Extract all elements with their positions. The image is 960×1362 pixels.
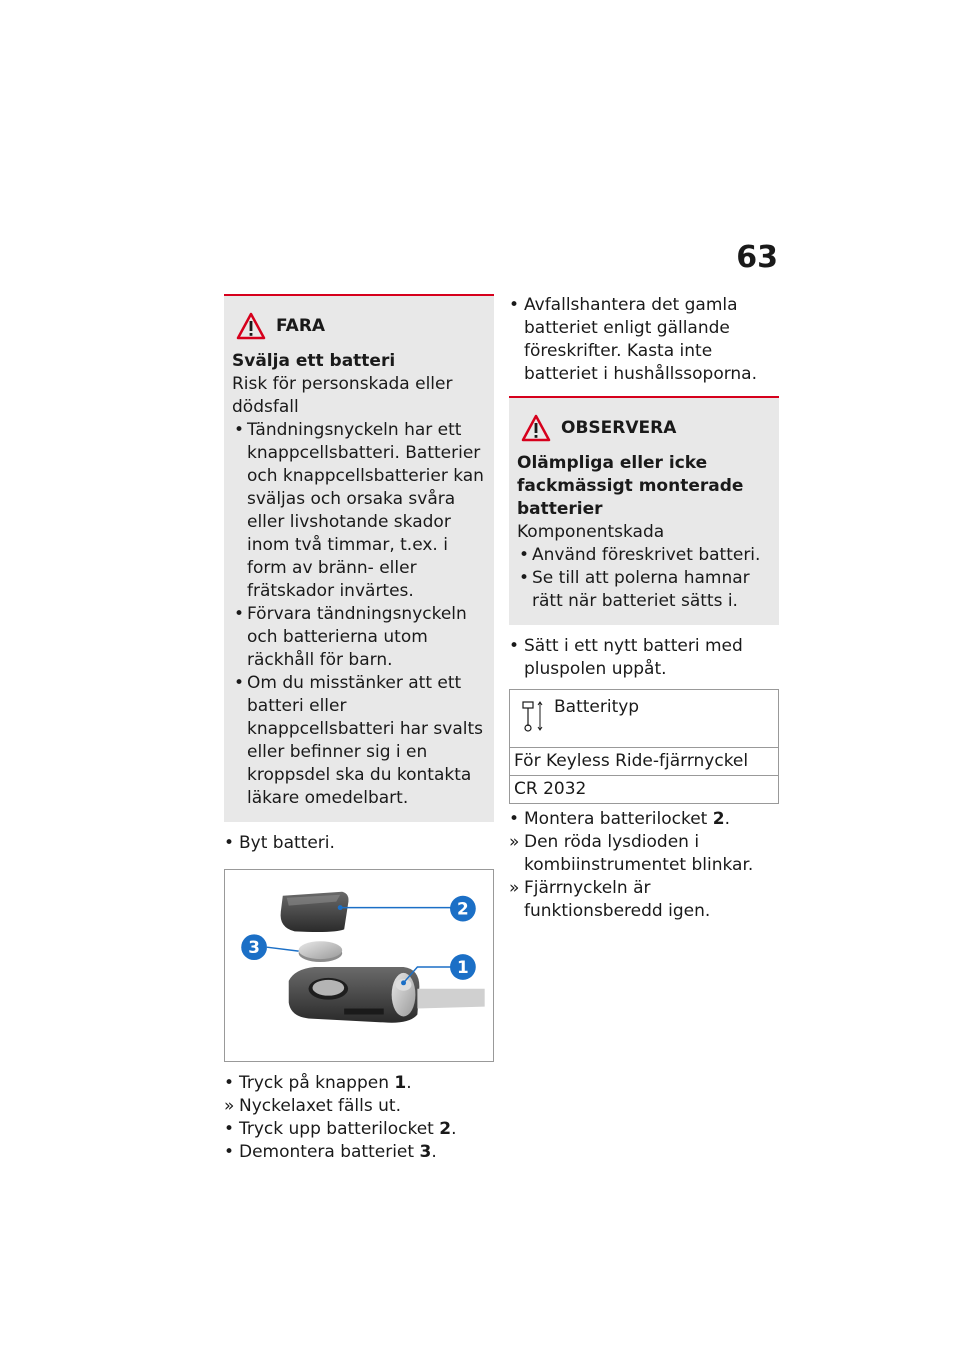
step-replace-battery	[224, 832, 494, 855]
notice-subtitle: Olämpliga eller icke fackmässigt monterade batterier	[517, 453, 744, 519]
table-cell: För Keyless Ride-fjärrnyckel	[510, 748, 779, 776]
step-text: Demontera batteriet	[239, 1142, 420, 1162]
battery-spec-icon	[520, 698, 546, 734]
step-ref-number: 3	[419, 1142, 432, 1162]
step-marker: •	[509, 295, 520, 315]
notice-box	[509, 396, 779, 625]
step-marker: •	[224, 833, 235, 853]
step-marker: »	[509, 832, 520, 852]
svg-text:1: 1	[457, 956, 469, 977]
notice-consequence: Komponentskada	[517, 522, 665, 542]
step-text: Montera batterilocket	[524, 809, 713, 829]
step-item	[224, 1141, 494, 1164]
step-ref-number: 1	[394, 1073, 407, 1093]
step-text: Avfallshantera det gamla batteriet enligt gällande föreskrifter. Kasta inte batteriet i hushållssoporna.	[524, 295, 758, 384]
step-text: Byt batteri.	[239, 833, 335, 853]
warning-triangle-icon	[236, 312, 266, 340]
notice-title: OBSERVERA	[561, 417, 677, 438]
notice-list	[517, 544, 771, 613]
list-item: • Se till att polerna hamnar rätt när batteriet sätts i.	[517, 567, 771, 613]
step-marker: •	[509, 636, 520, 656]
warning-triangle-icon	[521, 414, 551, 442]
list-item: • Om du misstänker att ett batteri eller knappcellsbatteri har svalts eller befinner sig i en kroppsdel ska du kontakta läkare omedelbart.	[232, 672, 486, 810]
table-row	[510, 748, 779, 776]
battery-type-table	[509, 689, 779, 804]
svg-text:3: 3	[248, 937, 260, 958]
key-illustration	[225, 870, 493, 1061]
step-ref-number: 2	[439, 1119, 452, 1139]
table-header-cell	[510, 690, 779, 748]
callout-1	[450, 954, 476, 980]
danger-consequence: Risk för personskada eller dödsfall	[232, 374, 453, 417]
danger-box	[224, 294, 494, 822]
list-item: • Förvara tändningsnyckeln och batterierna utom räckhåll för barn.	[232, 603, 486, 672]
step-item	[509, 877, 779, 923]
right-steps	[509, 808, 779, 923]
step-text: Nyckelaxet fälls ut.	[239, 1096, 401, 1116]
table-header-label: Batterityp	[554, 697, 640, 717]
svg-text:2: 2	[457, 898, 469, 919]
step-ref-number: 2	[712, 809, 725, 829]
step-item	[509, 808, 779, 831]
step-text: Tryck upp batterilocket	[239, 1119, 440, 1139]
right-column	[509, 294, 779, 923]
coin-cell-battery	[299, 941, 343, 962]
list-item: • Använd föreskrivet batteri.	[517, 544, 771, 567]
table-row	[510, 690, 779, 748]
step-marker: »	[224, 1096, 235, 1116]
step-item	[224, 1095, 494, 1118]
list-item: • Tändningsnyckeln har ett knappcellsbatteri. Batterier och knappcellsbatterier kan sväljas och orsaka svåra eller livshotande skador inom två timmar, t.ex. i form av bränn- eller frätskador invärtes.	[232, 419, 486, 603]
notice-header	[517, 414, 771, 442]
battery-cover	[281, 892, 349, 932]
left-column	[224, 294, 494, 1164]
step-text: Den röda lysdioden i kombiinstrumentet blinkar.	[524, 832, 754, 875]
step-item	[224, 1072, 494, 1095]
danger-header	[232, 312, 486, 340]
callout-3	[241, 934, 267, 960]
table-cell: CR 2032	[510, 776, 779, 804]
step-text: Tryck på knappen	[239, 1073, 395, 1093]
danger-title: FARA	[276, 315, 326, 336]
left-steps	[224, 1072, 494, 1164]
step-text: Fjärrnyckeln är funktionsberedd igen.	[524, 878, 711, 921]
step-marker: •	[224, 1142, 235, 1162]
step-marker: »	[509, 878, 520, 898]
step-tail: .	[406, 1073, 412, 1093]
page-number: 63	[736, 240, 778, 275]
step-insert	[509, 635, 779, 681]
table-row	[510, 776, 779, 804]
step-tail: .	[451, 1119, 457, 1139]
step-tail: .	[724, 809, 730, 829]
danger-list	[232, 419, 486, 810]
step-dispose	[509, 294, 779, 386]
step-item	[509, 831, 779, 877]
step-marker: •	[224, 1119, 235, 1139]
step-tail: .	[431, 1142, 437, 1162]
step-item	[224, 1118, 494, 1141]
danger-subtitle: Svälja ett batteri	[232, 351, 396, 371]
step-marker: •	[224, 1073, 235, 1093]
callout-2	[450, 896, 476, 922]
step-text: Sätt i ett nytt batteri med pluspolen uppåt.	[524, 636, 743, 679]
step-marker: •	[509, 809, 520, 829]
key-battery-figure	[224, 869, 494, 1062]
